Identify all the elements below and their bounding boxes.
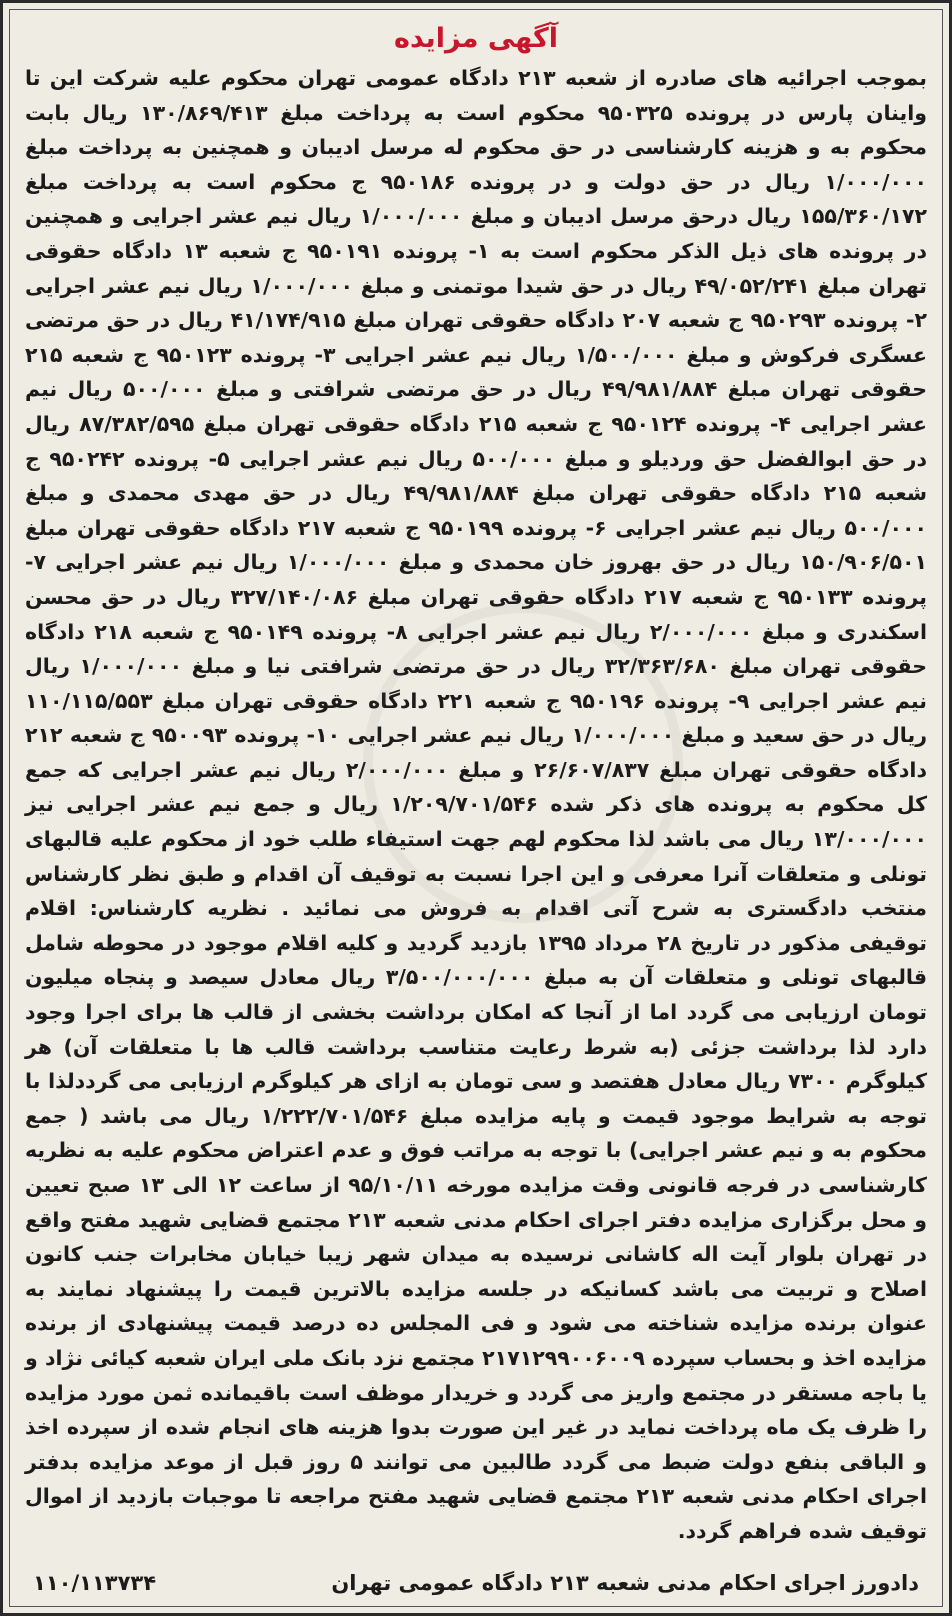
page-border [9, 9, 943, 1607]
notice-footer [33, 1571, 919, 1595]
notice-body: بموجب اجرائیه های صادره از شعبه ۲۱۳ دادگاه عمومی تهران محکوم علیه شرکت این تا واینان پارس در پرونده ۹۵۰۳۲۵ محکوم است به پرداخت مبلغ ۱۳۰/۸۶۹/۴۱۳ ریال بابت محکوم به و هزینه کارشناسی در حق محکوم له مرسل ادیبان و همچنین به پرداخت مبلغ ۱/۰۰۰/۰۰۰ ریال در حق دولت و در پرونده ۹۵۰۱۸۶ ج محکوم است به پرداخت مبلغ ۱۵۵/۳۶۰/۱۷۲ ریال درحق مرسل ادیبان و مبلغ ۱/۰۰۰/۰۰۰ ریال نیم عشر اجرایی و همچنین در پرونده های ذیل الذکر محکوم است به ۱- پرونده ۹۵۰۱۹۱ ج شعبه ۱۳ دادگاه حقوقی تهران مبلغ ۴۹/۰۵۲/۲۴۱ ریال در حق شیدا موتمنی و مبلغ ۱/۰۰۰/۰۰۰ ریال نیم عشر اجرایی ۲- پرونده ۹۵۰۲۹۳ ج شعبه ۲۰۷ دادگاه حقوقی تهران مبلغ ۴۱/۱۷۴/۹۱۵ ریال در حق مرتضی عسگری فرکوش و مبلغ ۱/۵۰۰/۰۰۰ ریال نیم عشر اجرایی ۳- پرونده ۹۵۰۱۲۳ ج شعبه ۲۱۵ حقوقی تهران مبلغ ۴۹/۹۸۱/۸۸۴ ریال در حق مرتضی شرافتی و مبلغ ۵۰۰/۰۰۰ ریال نیم عشر اجرایی ۴- پرونده ۹۵۰۱۲۴ ج شعبه ۲۱۵ دادگاه حقوقی تهران مبلغ ۸۷/۳۸۲/۵۹۵ ریال در حق ابوالفضل حق وردیلو و مبلغ ۵۰۰/۰۰۰ ریال نیم عشر اجرایی ۵- پرونده ۹۵۰۲۴۲ ج شعبه ۲۱۵ دادگاه حقوقی تهران مبلغ ۴۹/۹۸۱/۸۸۴ ریال در حق مهدی محمدی و مبلغ ۵۰۰/۰۰۰ ریال نیم عشر اجرایی ۶- پرونده ۹۵۰۱۹۹ ج شعبه ۲۱۷ دادگاه حقوقی تهران مبلغ ۱۵۰/۹۰۶/۵۰۱ ریال در حق بهروز خان محمدی و مبلغ ۱/۰۰۰/۰۰۰ ریال نیم عشر اجرایی ۷- پرونده ۹۵۰۱۳۳ ج شعبه ۲۱۷ دادگاه حقوقی تهران مبلغ ۳۲۷/۱۴۰/۰۸۶ ریال در حق محسن اسکندری و مبلغ ۲/۰۰۰/۰۰۰ ریال نیم عشر اجرایی ۸- پرونده ۹۵۰۱۴۹ ج شعبه ۲۱۸ دادگاه حقوقی تهران مبلغ ۳۲/۳۶۳/۶۸۰ ریال در حق مرتضی شرافتی نیا و مبلغ ۱/۰۰۰/۰۰۰ ریال نیم عشر اجرایی ۹- پرونده ۹۵۰۱۹۶ ج شعبه ۲۲۱ دادگاه حقوقی تهران مبلغ ۱۱۰/۱۱۵/۵۵۳ ریال در حق سعید و مبلغ ۱/۰۰۰/۰۰۰ ریال نیم عشر اجرایی ۱۰- پرونده ۹۵۰۰۹۳ ج شعبه ۲۱۲ دادگاه حقوقی تهران مبلغ ۲۶/۶۰۷/۸۳۷ و مبلغ ۲/۰۰۰/۰۰۰ ریال نیم عشر اجرایی که جمع کل محکوم به پرونده های ذکر شده ۱/۲۰۹/۷۰۱/۵۴۶ ریال و جمع نیم عشر اجرایی نیز ۱۳/۰۰۰/۰۰۰ ریال می باشد لذا محکوم لهم جهت استیفاء طلب خود از محکوم علیه قالبهای تونلی و متعلقات آنرا معرفی و این اجرا نسبت به توقیف آن اقدام و طبق نظر کارشناس منتخب دادگستری به شرح آتی اقدام به فروش می نمائید . نظریه کارشناس: اقلام توقیفی مذکور در تاریخ ۲۸ مرداد ۱۳۹۵ بازدید گردید و کلیه اقلام موجود در محوطه شامل قالبهای تونلی و متعلقات آن به مبلغ ۳/۵۰۰/۰۰۰/۰۰۰ ریال معادل سیصد و پنجاه میلیون تومان ارزیابی می گردد اما از آنجا که امکان برداشت بخشی از قالب ها برای اجرا وجود دارد لذا برداشت جزئی (به شرط رعایت متناسب برداشت قالب ها با متعلقات آن) هر کیلوگرم ۷۳۰۰ ریال معادل هفتصد و سی تومان به ازای هر کیلوگرم ارزیابی می گرددلذا با توجه به شرایط موجود قیمت و پایه مزایده مبلغ ۱/۲۲۲/۷۰۱/۵۴۶ ریال می باشد ( جمع محکوم به و نیم عشر اجرایی) با توجه به مراتب فوق و عدم اعتراض محکوم علیه به نظریه کارشناسی در فرجه قانونی وقت مزایده مورخه ۹۵/۱۰/۱۱ از ساعت ۱۲ الی ۱۳ صبح تعیین و محل برگزاری مزایده دفتر اجرای احکام مدنی شعبه ۲۱۳ مجتمع قضایی شهید مفتح واقع در تهران بلوار آیت اله کاشانی نرسیده به میدان شهر زیبا خیابان مخابرات جنب کانون اصلاح و تربیت می باشد کسانیکه در جلسه مزایده بالاترین قیمت را پیشنهاد نمایند به عنوان برنده مزایده شناخته می شود و فی المجلس ده درصد قیمت پیشنهادی از برنده مزایده اخذ و بحساب سپرده ۲۱۷۱۲۹۹۰۰۶۰۰۹ مجتمع نزد بانک ملی ایران شعبه کیائی نژاد و یا باجه مستقر در مجتمع واریز می گردد و خریدار موظف است باقیمانده ثمن مورد مزایده را ظرف یک ماه پرداخت نماید در غیر این صورت بدوا هزینه های انجام شده از سپرده اخذ و الباقی بنفع دولت ضبط می گردد طالبین می توانند ۵ روز قبل از موعد مزایده بدفتر اجرای احکام مدنی شعبه ۲۱۳ مجتمع قضایی شهید مفتح مراجعه تا موجبات بازدید از اموال توقیف شده فراهم گردد. [25, 66, 928, 1543]
signature-line: دادورز اجرای احکام مدنی شعبه ۲۱۳ دادگاه عمومی تهران [331, 1571, 919, 1595]
reference-number: ۱۱۰/۱۱۳۷۳۴ [33, 1571, 157, 1595]
notice-title: آگهی مزایده [394, 23, 558, 54]
